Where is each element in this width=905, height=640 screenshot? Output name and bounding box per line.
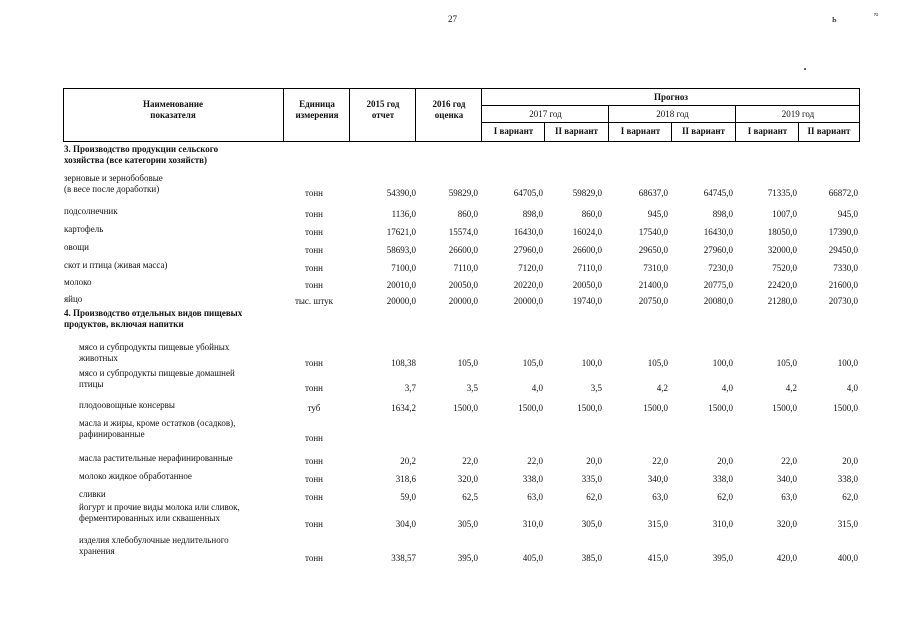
row-value: 20,0 — [717, 456, 733, 466]
section-title: 4. Производство отдельных видов пищевых продуктов, включая напитки — [64, 308, 243, 329]
row-label: молоко жидкое обработанное — [79, 471, 192, 481]
row-value: 898,0 — [712, 209, 733, 219]
row-value: 105,0 — [776, 358, 797, 368]
row-label: йогурт и прочие виды молока или сливок, ферментированных или сквашенных — [79, 502, 240, 523]
row-value: 29450,0 — [828, 245, 858, 255]
row-value: 64705,0 — [513, 188, 543, 198]
row-value: 400,0 — [837, 553, 858, 563]
row-value: 860,0 — [581, 209, 602, 219]
row-value: 20,2 — [400, 456, 416, 466]
row-value: 22,0 — [781, 456, 797, 466]
row-value: 20050,0 — [448, 280, 478, 290]
row-label: зерновые и зернобобовые (в весе после доработки) — [64, 173, 163, 194]
row-value: 4,0 — [531, 383, 543, 393]
row-value: 62,0 — [842, 492, 858, 502]
row-unit: тонн — [305, 492, 323, 502]
col-name: Наименование показателя — [143, 99, 203, 120]
row-label: скот и птица (живая масса) — [64, 260, 168, 270]
row-value: 7120,0 — [518, 263, 543, 273]
row-unit: туб — [307, 403, 321, 413]
row-value: 420,0 — [776, 553, 797, 563]
row-value: 54390,0 — [386, 188, 416, 198]
row-label: масла и жиры, кроме остатков (осадков), рафинированные — [79, 418, 236, 439]
row-value: 385,0 — [581, 553, 602, 563]
row-value: 62,0 — [586, 492, 602, 502]
row-value: 7330,0 — [833, 263, 858, 273]
col-2018-v2: II вариант — [682, 126, 725, 136]
row-value: 63,0 — [652, 492, 668, 502]
row-value: 338,0 — [522, 474, 543, 484]
row-value: 108,38 — [391, 358, 416, 368]
page-mark-corner: ≈ — [874, 10, 879, 19]
row-unit: тонн — [305, 474, 323, 484]
row-value: 340,0 — [647, 474, 668, 484]
row-unit: тонн — [305, 188, 323, 198]
row-value: 32000,0 — [767, 245, 797, 255]
row-value: 315,0 — [647, 519, 668, 529]
row-value: 1500,0 — [453, 403, 478, 413]
row-value: 100,0 — [712, 358, 733, 368]
row-value: 105,0 — [522, 358, 543, 368]
row-value: 315,0 — [837, 519, 858, 529]
row-label: яйцо — [64, 294, 83, 304]
row-label: молоко — [64, 277, 92, 287]
row-value: 7110,0 — [453, 263, 478, 273]
row-value: 17390,0 — [828, 227, 858, 237]
row-value: 945,0 — [837, 209, 858, 219]
row-value: 100,0 — [581, 358, 602, 368]
row-value: 1500,0 — [577, 403, 602, 413]
row-value: 340,0 — [776, 474, 797, 484]
row-value: 20220,0 — [513, 280, 543, 290]
row-unit: тыс. штук — [294, 296, 334, 306]
row-value: 22,0 — [527, 456, 543, 466]
row-value: 395,0 — [457, 553, 478, 563]
row-value: 16430,0 — [513, 227, 543, 237]
row-value: 22420,0 — [767, 280, 797, 290]
row-value: 320,0 — [457, 474, 478, 484]
row-value: 66872,0 — [828, 188, 858, 198]
row-label: овощи — [64, 242, 89, 252]
row-value: 15574,0 — [448, 227, 478, 237]
row-unit: тонн — [305, 245, 323, 255]
page-number: 27 — [448, 14, 457, 24]
row-value: 20000,0 — [448, 296, 478, 306]
row-value: 1500,0 — [708, 403, 733, 413]
row-value: 22,0 — [652, 456, 668, 466]
col-2019-v1: I вариант — [747, 126, 788, 136]
row-value: 16430,0 — [703, 227, 733, 237]
row-value: 20750,0 — [638, 296, 668, 306]
row-value: 105,0 — [647, 358, 668, 368]
row-value: 19740,0 — [572, 296, 602, 306]
row-value: 4,2 — [656, 383, 668, 393]
row-value: 4,0 — [846, 383, 858, 393]
row-value: 318,6 — [395, 474, 416, 484]
row-value: 26600,0 — [572, 245, 602, 255]
row-value: 20730,0 — [828, 296, 858, 306]
row-label: изделия хлебобулочные недлительного хранения — [79, 535, 229, 556]
row-unit: тонн — [305, 263, 323, 273]
row-label: масла растительные нерафинированные — [79, 453, 233, 463]
row-value: 338,0 — [712, 474, 733, 484]
row-value: 335,0 — [581, 474, 602, 484]
row-value: 3,7 — [404, 383, 416, 393]
row-value: 62,5 — [462, 492, 478, 502]
row-value: 20080,0 — [703, 296, 733, 306]
page-mark: ь — [832, 14, 837, 25]
row-unit: тонн — [305, 383, 323, 393]
col-2017: 2017 год — [529, 109, 562, 119]
col-2017-v1: I вариант — [493, 126, 534, 136]
row-value: 320,0 — [776, 519, 797, 529]
row-value: 1007,0 — [772, 209, 797, 219]
row-unit: тонн — [305, 358, 323, 368]
row-value: 21280,0 — [767, 296, 797, 306]
row-value: 20,0 — [842, 456, 858, 466]
row-value: 945,0 — [647, 209, 668, 219]
row-label: мясо и субпродукты пищевые убойных животных — [79, 342, 230, 363]
row-value: 1500,0 — [772, 403, 797, 413]
row-value: 4,0 — [721, 383, 733, 393]
col-2019-v2: II вариант — [807, 126, 851, 136]
row-value: 7230,0 — [708, 263, 733, 273]
row-value: 59829,0 — [572, 188, 602, 198]
col-unit: Единица измерения — [295, 99, 339, 120]
row-label: сливки — [79, 489, 106, 499]
row-label: картофель — [64, 224, 104, 234]
row-value: 17621,0 — [386, 227, 416, 237]
row-value: 1500,0 — [643, 403, 668, 413]
row-value: 7110,0 — [577, 263, 602, 273]
row-label: плодоовощные консервы — [79, 400, 175, 410]
row-value: 1634,2 — [391, 403, 416, 413]
col-2019: 2019 год — [781, 109, 815, 119]
row-value: 305,0 — [581, 519, 602, 529]
row-value: 17540,0 — [638, 227, 668, 237]
col-2016: 2016 год оценка — [432, 99, 466, 120]
row-unit: тонн — [305, 433, 323, 443]
row-value: 20000,0 — [513, 296, 543, 306]
row-value: 100,0 — [837, 358, 858, 368]
row-value: 62,0 — [717, 492, 733, 502]
row-value: 21400,0 — [638, 280, 668, 290]
row-value: 898,0 — [522, 209, 543, 219]
row-value: 860,0 — [457, 209, 478, 219]
section-title: 3. Производство продукции сельского хозяйства (все категории хозяйств) — [64, 144, 219, 165]
row-value: 27960,0 — [703, 245, 733, 255]
row-value: 21600,0 — [828, 280, 858, 290]
col-2017-v2: II вариант — [555, 126, 598, 136]
row-value: 58693,0 — [386, 245, 416, 255]
row-value: 1500,0 — [833, 403, 858, 413]
row-value: 20775,0 — [703, 280, 733, 290]
row-value: 310,0 — [522, 519, 543, 529]
row-label: мясо и субпродукты пищевые домашней птицы — [79, 368, 235, 389]
row-value: 63,0 — [781, 492, 797, 502]
col-2018: 2018 год — [656, 109, 689, 119]
row-value: 68637,0 — [638, 188, 668, 198]
row-value: 3,5 — [590, 383, 602, 393]
row-value: 27960,0 — [513, 245, 543, 255]
row-value: 7520,0 — [772, 263, 797, 273]
col-2015: 2015 год отчет — [366, 99, 400, 120]
row-unit: тонн — [305, 519, 323, 529]
row-unit: тонн — [305, 553, 323, 563]
row-value: 20000,0 — [386, 296, 416, 306]
row-value: 405,0 — [522, 553, 543, 563]
row-value: 20010,0 — [386, 280, 416, 290]
row-value: 7100,0 — [391, 263, 416, 273]
row-unit: тонн — [305, 280, 323, 290]
row-unit: тонн — [305, 209, 323, 219]
row-value: 20050,0 — [572, 280, 602, 290]
row-value: 18050,0 — [767, 227, 797, 237]
row-value: 4,2 — [785, 383, 797, 393]
row-value: 3,5 — [466, 383, 478, 393]
row-value: 395,0 — [712, 553, 733, 563]
row-value: 16024,0 — [572, 227, 602, 237]
row-value: 63,0 — [527, 492, 543, 502]
row-value: 20,0 — [586, 456, 602, 466]
row-value: 415,0 — [647, 553, 668, 563]
col-forecast: Прогноз — [654, 92, 688, 102]
row-value: 22,0 — [462, 456, 478, 466]
row-unit: тонн — [305, 456, 323, 466]
row-value: 338,57 — [391, 553, 416, 563]
row-value: 105,0 — [457, 358, 478, 368]
row-value: 304,0 — [395, 519, 416, 529]
row-value: 64745,0 — [703, 188, 733, 198]
col-2018-v1: I вариант — [620, 126, 661, 136]
row-value: 26600,0 — [448, 245, 478, 255]
row-value: 1500,0 — [518, 403, 543, 413]
row-value: 310,0 — [712, 519, 733, 529]
row-value: 7310,0 — [643, 263, 668, 273]
row-value: 59829,0 — [448, 188, 478, 198]
row-value: 71335,0 — [767, 188, 797, 198]
row-unit: тонн — [305, 227, 323, 237]
row-value: 29650,0 — [638, 245, 668, 255]
row-value: 1136,0 — [391, 209, 416, 219]
row-value: 305,0 — [457, 519, 478, 529]
row-value: 338,0 — [837, 474, 858, 484]
row-value: 59,0 — [400, 492, 416, 502]
row-label: подсолнечник — [64, 206, 118, 216]
